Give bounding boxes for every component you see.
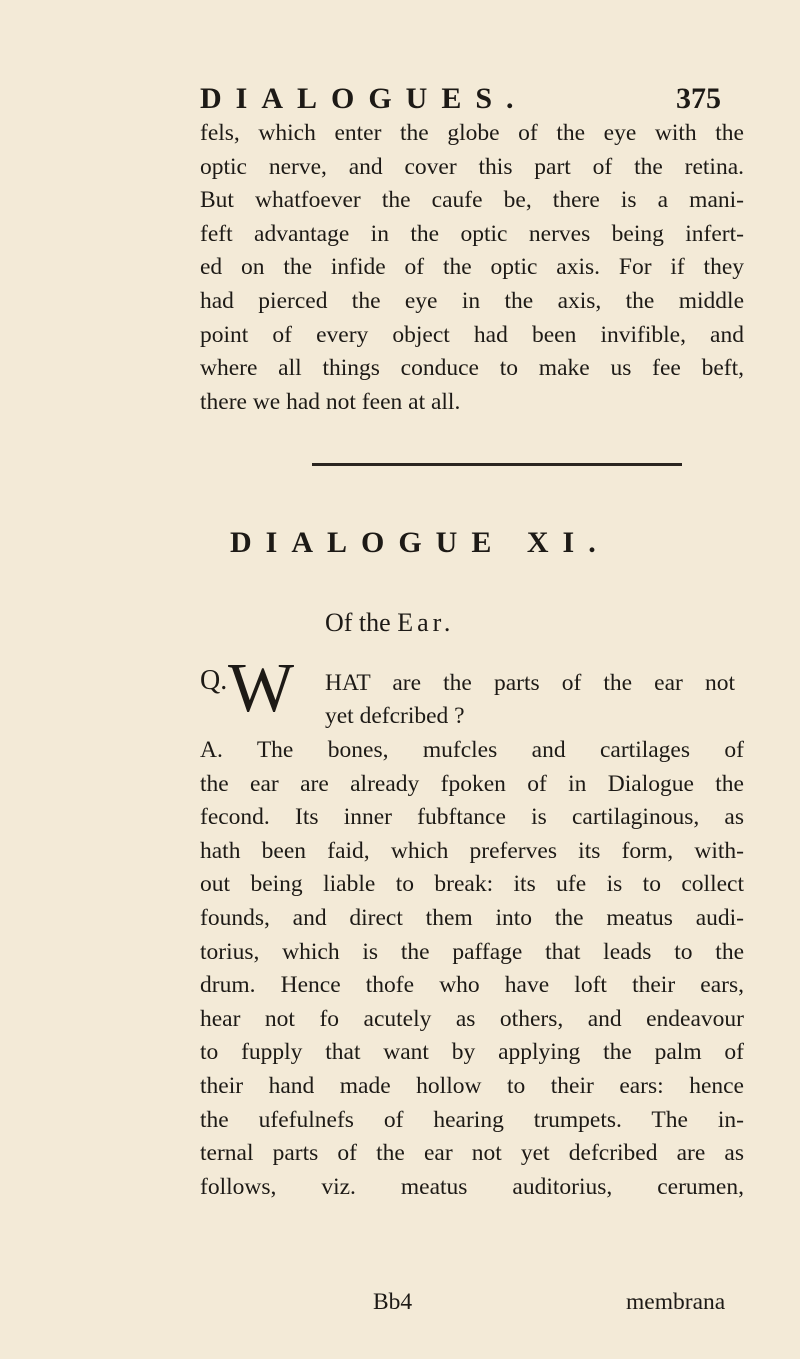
text-line: hath been faid, which preferves its form, with- xyxy=(200,837,744,864)
text-line: the ear are already fpoken of in Dialogue the xyxy=(200,770,744,797)
text-line: their hand made hollow to their ears: hence xyxy=(200,1072,744,1099)
page-number: 375 xyxy=(676,82,721,115)
section-divider xyxy=(312,463,682,466)
question-line: HAT are the parts of the ear not xyxy=(325,670,735,696)
text-line: follows, viz. meatus auditorius, cerumen, xyxy=(200,1173,744,1200)
text-line: optic nerve, and cover this part of the retina. xyxy=(200,153,744,180)
text-line: ed on the infide of the optic axis. For if they xyxy=(200,254,744,281)
paragraph-continued xyxy=(200,117,744,419)
text-line: fels, which enter the globe of the eye with the xyxy=(200,120,744,146)
catchword: membrana xyxy=(626,1289,726,1315)
text-line: fecond. Its inner fubftance is cartilaginous, as xyxy=(200,804,744,831)
text-line: But whatfoever the caufe be, there is a mani- xyxy=(200,187,744,214)
section-title: DIALOGUE XI. xyxy=(230,526,610,559)
text-line: founds, and direct them into the meatus audi- xyxy=(200,904,744,931)
text-line: drum. Hence thofe who have loft their ears, xyxy=(200,972,744,999)
text-line: feft advantage in the optic nerves being infert- xyxy=(200,220,744,247)
text-line: there we had not feen at all. xyxy=(200,388,461,415)
subtitle-word: Ear. xyxy=(397,608,455,637)
text-line: the ufefulnefs of hearing trumpets. The in- xyxy=(200,1106,744,1133)
text-line: A. The bones, mufcles and cartilages of xyxy=(200,737,744,763)
question-line: yet defcribed ? xyxy=(325,703,465,729)
text-line: torius, which is the paffage that leads to the xyxy=(200,938,744,965)
question-label: Q. xyxy=(200,665,228,696)
text-line: to fupply that want by applying the palm of xyxy=(200,1039,744,1066)
signature-mark: Bb4 xyxy=(373,1289,413,1315)
running-head: DIALOGUES. xyxy=(200,82,528,115)
answer-paragraph xyxy=(200,734,744,1204)
text-line: point of every object had been invifible, and xyxy=(200,321,744,348)
text-line: out being liable to break: its ufe is to collect xyxy=(200,871,744,898)
section-subtitle xyxy=(325,608,625,638)
text-line: where all things conduce to make us fee beft, xyxy=(200,355,744,382)
drop-cap: W xyxy=(228,650,295,727)
subtitle-prefix: Of the xyxy=(325,608,398,637)
text-line: ternal parts of the ear not yet defcribed are as xyxy=(200,1140,744,1167)
text-line: hear not fo acutely as others, and endeavour xyxy=(200,1005,744,1032)
text-line: had pierced the eye in the axis, the middle xyxy=(200,287,744,314)
